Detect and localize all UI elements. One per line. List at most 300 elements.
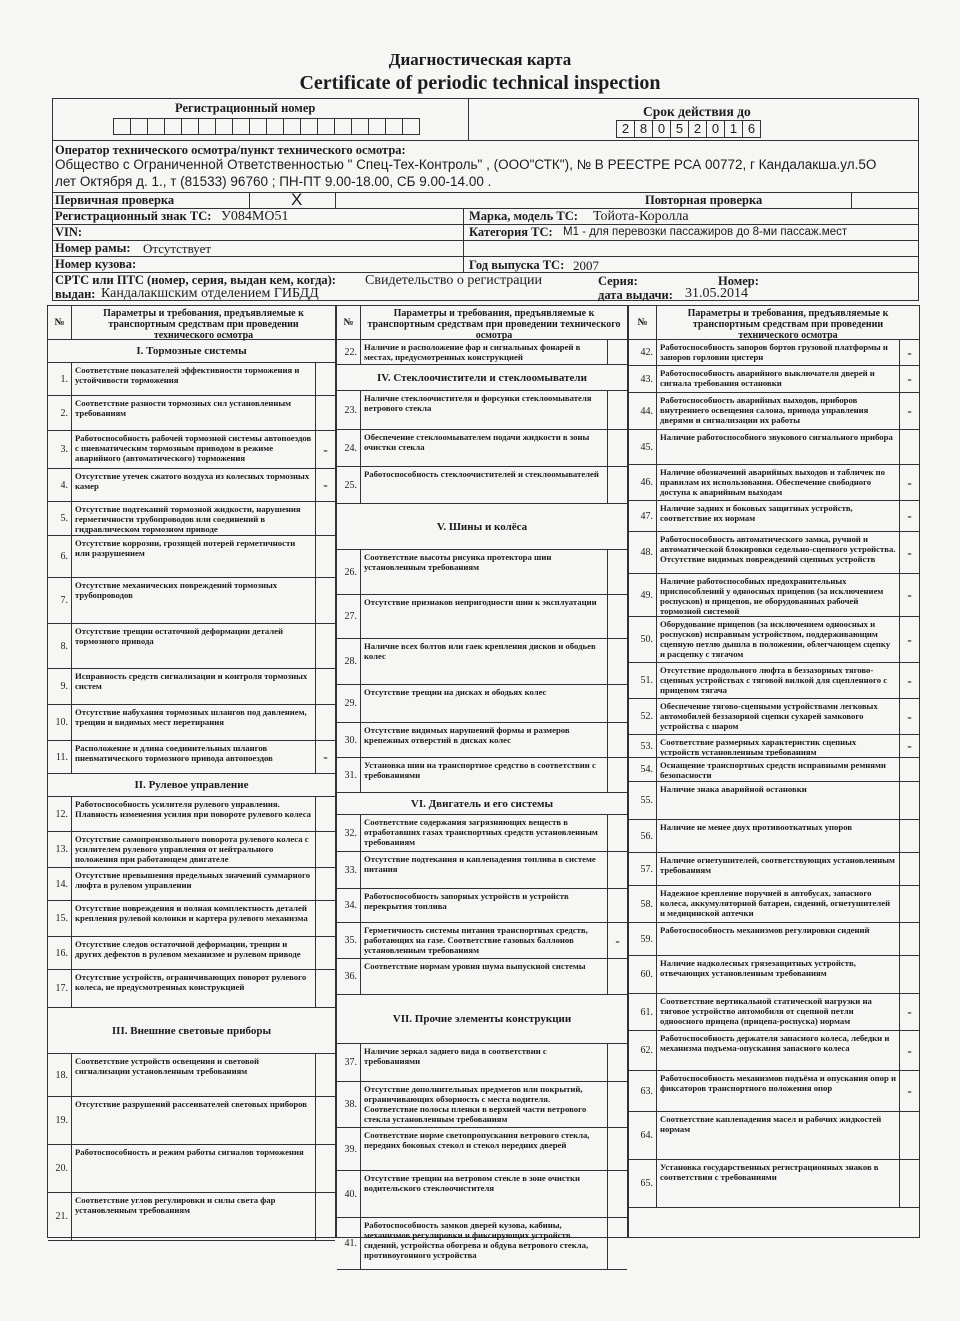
item-requirement: Отсутствие набухания тормозных шлангов под давлением, трещин и видимых мест перетирания xyxy=(75,707,307,727)
item-number: 5. xyxy=(48,502,72,535)
item-mark xyxy=(315,1193,335,1240)
item-number: 7. xyxy=(48,578,72,623)
item-mark xyxy=(899,782,919,819)
table-row xyxy=(629,923,919,956)
reg-number-cell xyxy=(300,118,318,135)
plate-value: У084МО51 xyxy=(221,209,289,224)
item-mark xyxy=(315,901,335,936)
item-requirement: Работоспособность механизмов регулировки сидений xyxy=(660,925,870,935)
reg-number-cell xyxy=(113,118,131,135)
item-mark xyxy=(315,797,335,831)
plate-row xyxy=(53,209,918,225)
reg-number-cell xyxy=(215,118,233,135)
table-row xyxy=(48,502,335,536)
table-row xyxy=(629,956,919,994)
reg-number-cell xyxy=(266,118,284,135)
srts-label: СРТС или ПТС (номер, серия, выдан кем, когда): xyxy=(55,273,336,287)
number-label: Номер: xyxy=(718,274,759,288)
table-row xyxy=(337,639,627,685)
item-mark xyxy=(607,723,627,757)
item-requirement: Отсутствие коррозии, грозящей потерей герметичности или разрушением xyxy=(75,538,296,558)
item-mark xyxy=(607,889,627,922)
item-mark xyxy=(315,396,335,430)
item-number: 45. xyxy=(629,430,657,464)
table-row xyxy=(48,1193,335,1241)
item-mark: - xyxy=(315,431,335,468)
table-row xyxy=(337,815,627,852)
table-row xyxy=(337,1044,627,1082)
item-requirement: Отсутствие следов остаточной деформации, трещин и других дефектов в рулевом механизме и рулевом приводе xyxy=(75,939,301,959)
operator-row xyxy=(53,141,918,193)
table-row xyxy=(337,550,627,595)
item-number: 42. xyxy=(629,340,657,365)
item-requirement: Наличие работоспособного звукового сигнального прибора xyxy=(660,432,893,442)
item-number: 26. xyxy=(337,550,361,594)
item-mark xyxy=(899,956,919,993)
table-row xyxy=(48,431,335,469)
item-number: 32. xyxy=(337,815,361,851)
item-mark xyxy=(315,705,335,740)
item-mark xyxy=(315,832,335,867)
item-mark xyxy=(607,595,627,638)
item-requirement: Наличие обозначений аварийных выходов и табличек по правилам их использования. Обеспечение свободного доступа к аварийным выходам xyxy=(660,467,886,497)
operator-label: Оператор технического осмотра/пункт технического осмотра: xyxy=(55,143,406,157)
item-requirement: Исправность средств сигнализации и контроля тормозных систем xyxy=(75,671,308,691)
table-row xyxy=(629,820,919,853)
item-requirement: Отсутствие устройств, ограничивающих поворот рулевого колеса, не предусмотренных конструкцией xyxy=(75,972,307,992)
item-number: 65. xyxy=(629,1160,657,1207)
reg-number-cell xyxy=(130,118,148,135)
item-mark: - xyxy=(899,699,919,734)
item-requirement: Отсутствие продольного люфта в беззазорных тягово-сцепных устройствах с тяговой вилкой для сцепленного с прицепом тягача xyxy=(660,665,888,695)
table-row xyxy=(337,1218,627,1270)
number-header: № xyxy=(48,306,72,340)
item-number: 15. xyxy=(48,901,72,936)
item-number: 50. xyxy=(629,617,657,662)
item-mark: - xyxy=(899,1031,919,1070)
table-row xyxy=(337,723,627,758)
table-row xyxy=(48,868,335,901)
item-mark xyxy=(607,1128,627,1170)
reg-number-cell xyxy=(385,118,403,135)
item-requirement: Работоспособность и режим работы сигналов торможения xyxy=(75,1147,304,1157)
item-requirement: Соответствие разности тормозных сил установленным требованиям xyxy=(75,398,292,418)
validity-digit: 5 xyxy=(670,120,689,138)
item-number: 33. xyxy=(337,852,361,888)
item-number: 2. xyxy=(48,396,72,430)
item-requirement: Отсутствие признаков непригодности шин к эксплуатации xyxy=(364,597,597,607)
issue-date-value: 31.05.2014 xyxy=(685,286,748,301)
item-number: 29. xyxy=(337,685,361,722)
table-row xyxy=(629,735,919,758)
make-label: Марка, модель ТС: xyxy=(469,209,578,223)
item-requirement: Наличие всех болтов или гаек крепления дисков и ободьев колес xyxy=(364,641,596,661)
item-mark xyxy=(315,1145,335,1192)
table-row xyxy=(48,624,335,669)
section-heading: VI. Двигатель и его системы xyxy=(337,793,627,815)
item-mark xyxy=(315,1097,335,1144)
reg-number-cell xyxy=(283,118,301,135)
primary-check-mark: X xyxy=(291,190,303,209)
item-requirement: Отсутствие трещин на ветровом стекле в зоне очистки водительского стеклоочистителя xyxy=(364,1173,581,1193)
item-requirement: Соответствие устройств освещения и световой сигнализации установленным требованиям xyxy=(75,1056,260,1076)
item-requirement: Обеспечение стеклоомывателем подачи жидкости в зоны очистки стекла xyxy=(364,432,590,452)
item-requirement: Установка шин на транспортное средство в соответствии с требованиями xyxy=(364,760,596,780)
item-requirement: Работоспособность замков дверей кузова, кабины, механизмов регулировки и фиксирующих устройств сидений, устройства обогрева и обдува ветрового стекла, противоугонного устройства xyxy=(364,1220,589,1260)
item-number: 25. xyxy=(337,467,361,503)
reg-number-cell xyxy=(181,118,199,135)
item-requirement: Соответствие норме светопропускания ветрового стекла, передних боковых стекол и стекол передних дверей xyxy=(364,1130,590,1150)
table-row xyxy=(629,853,919,886)
reg-number-cell xyxy=(232,118,250,135)
item-number: 58. xyxy=(629,886,657,922)
item-number: 14. xyxy=(48,868,72,900)
item-number: 54. xyxy=(629,758,657,781)
item-number: 41. xyxy=(337,1218,361,1269)
item-number: 30. xyxy=(337,723,361,757)
item-number: 35. xyxy=(337,923,361,958)
item-requirement: Наличие зеркал заднего вида в соответствии с требованиями xyxy=(364,1046,547,1066)
item-requirement: Наличие надколесных грязезащитных устройств, отвечающих установленным требованиям xyxy=(660,958,856,978)
item-number: 19. xyxy=(48,1097,72,1144)
item-mark: - xyxy=(899,1071,919,1111)
reg-number-cell xyxy=(147,118,165,135)
section-heading: I. Тормозные системы xyxy=(48,340,335,363)
item-mark: - xyxy=(315,469,335,501)
table-row xyxy=(629,532,919,574)
item-mark xyxy=(607,1044,627,1081)
item-number: 47. xyxy=(629,501,657,531)
item-requirement: Наличие не менее двух противооткатных упоров xyxy=(660,822,853,832)
item-number: 55. xyxy=(629,782,657,819)
item-mark xyxy=(315,363,335,395)
number-header: № xyxy=(629,306,657,340)
validity-digit: 2 xyxy=(688,120,707,138)
item-number: 56. xyxy=(629,820,657,852)
vin-row xyxy=(53,225,918,241)
reg-number-cells xyxy=(113,118,419,135)
issued-label: выдан: xyxy=(55,287,96,301)
table-row xyxy=(629,393,919,430)
issued-value: Кандалакшским отделением ГИБДД xyxy=(101,286,319,301)
table-row xyxy=(48,937,335,970)
item-mark xyxy=(607,550,627,594)
item-number: 23. xyxy=(337,391,361,429)
item-number: 24. xyxy=(337,430,361,466)
item-number: 22. xyxy=(337,340,361,364)
item-number: 21. xyxy=(48,1193,72,1240)
table-row xyxy=(48,705,335,741)
table-row xyxy=(48,536,335,578)
item-requirement: Отсутствие трещин остаточной деформации деталей тормозного привода xyxy=(75,626,283,646)
item-requirement: Работоспособность аварийных выходов, приборов внутреннего освещения салона, привода управления дверями и сигнализации их работы xyxy=(660,395,869,425)
item-mark: - xyxy=(899,735,919,757)
table-row xyxy=(629,1071,919,1112)
item-number: 51. xyxy=(629,663,657,698)
item-number: 53. xyxy=(629,735,657,757)
table-row xyxy=(337,340,627,365)
item-mark: - xyxy=(899,574,919,616)
table-row xyxy=(337,467,627,504)
item-number: 28. xyxy=(337,639,361,684)
item-mark xyxy=(315,536,335,577)
item-number: 59. xyxy=(629,923,657,955)
item-requirement: Соответствие показателей эффективности торможения и устойчивости торможения xyxy=(75,365,300,385)
item-number: 39. xyxy=(337,1128,361,1170)
table-row xyxy=(629,886,919,923)
item-number: 43. xyxy=(629,366,657,392)
column-header xyxy=(337,306,627,340)
item-mark xyxy=(607,1082,627,1127)
table-row xyxy=(48,832,335,868)
item-mark: - xyxy=(899,501,919,531)
reg-number-cell xyxy=(164,118,182,135)
validity-digit: 2 xyxy=(616,120,635,138)
item-requirement: Отсутствие превышения предельных значений суммарного люфта в рулевом управлении xyxy=(75,870,311,890)
series-label: Серия: xyxy=(598,274,638,288)
header-block xyxy=(52,98,919,301)
item-requirement: Отсутствие видимых нарушений формы и размеров крепежных отверстий в дисках колес xyxy=(364,725,570,745)
item-mark: - xyxy=(899,617,919,662)
check-type-row xyxy=(53,190,918,209)
item-number: 49. xyxy=(629,574,657,616)
item-requirement: Работоспособность рабочей тормозной системы автопоездов с пневматическим тормозным приводом в режиме аварийного (автоматического) торможения xyxy=(75,433,312,463)
parameter-header: Параметры и требования, предъявляемые к транспортным средствам при проведении технического осмотра xyxy=(103,308,304,341)
table-row xyxy=(48,741,335,774)
item-number: 36. xyxy=(337,959,361,994)
item-requirement: Отсутствие подтеканий тормозной жидкости, нарушения герметичности трубопроводов или соединений в гидравлическом тормозном приводе xyxy=(75,504,301,534)
reg-row xyxy=(53,99,918,141)
item-mark: - xyxy=(899,393,919,429)
item-requirement: Работоспособность аварийного выключателя дверей и сигнала требования остановки xyxy=(660,368,875,388)
section-heading: VII. Прочие элементы конструкции xyxy=(337,995,627,1044)
item-number: 18. xyxy=(48,1054,72,1096)
item-mark: - xyxy=(899,532,919,573)
item-requirement: Наличие знака аварийной остановки xyxy=(660,784,807,794)
item-number: 61. xyxy=(629,994,657,1030)
table-row xyxy=(629,340,919,366)
category-value: М1 - для перевозки пассажиров до 8-ми пассаж.мест xyxy=(563,226,848,238)
operator-line-2: лет Октября д. 1., т (81533) 96760 ; ПН-ПТ 9.00-18.00, СБ 9.00-14.00 . xyxy=(55,174,492,189)
item-requirement: Работоспособность держателя запасного колеса, лебедки и механизма подъема-опускания запасного колеса xyxy=(660,1033,890,1053)
item-mark xyxy=(607,685,627,722)
item-requirement: Отсутствие дополнительных предметов или покрытий, ограничивающих обзорность с места водителя. Соответствие полосы пленки в верхней части ветрового стекла установленным требованиям xyxy=(364,1084,587,1124)
item-number: 4. xyxy=(48,469,72,501)
item-number: 44. xyxy=(629,393,657,429)
item-mark xyxy=(899,853,919,885)
table-row xyxy=(629,465,919,501)
item-number: 38. xyxy=(337,1082,361,1127)
table-row xyxy=(48,363,335,396)
item-mark xyxy=(899,430,919,464)
item-mark xyxy=(607,639,627,684)
item-number: 17. xyxy=(48,970,72,1007)
reg-number-cell xyxy=(317,118,335,135)
table-row xyxy=(337,391,627,430)
item-requirement: Наличие огнетушителей, соответствующих установленным требованиям xyxy=(660,855,895,875)
item-requirement: Отсутствие подтекания и каплепадения топлива в системе питания xyxy=(364,854,596,874)
table-row xyxy=(337,758,627,793)
year-value: 2007 xyxy=(573,258,599,273)
table-row xyxy=(48,1145,335,1193)
table-row xyxy=(629,501,919,532)
item-requirement: Работоспособность стеклоочистителей и стеклоомывателей xyxy=(364,469,599,479)
table-row xyxy=(337,685,627,723)
item-mark xyxy=(607,1218,627,1269)
srts-value: Свидетельство о регистрации xyxy=(365,273,542,288)
reg-number-cell xyxy=(334,118,352,135)
table-row xyxy=(48,396,335,431)
table-row xyxy=(629,574,919,617)
body-row xyxy=(53,257,918,273)
table-row xyxy=(337,1128,627,1171)
item-requirement: Наличие стеклоочистителя и форсунки стеклоомывателя ветрового стекла xyxy=(364,393,592,413)
table-row xyxy=(48,901,335,937)
item-requirement: Соответствие содержания загрязняющих веществ в отработавших газах транспортных средств установленным требованиям xyxy=(364,817,598,847)
item-requirement: Наличие работоспособных предохранительных приспособлений у одноосных прицепов (за исключением роспусков) и прицепов, не оборудованных рабочей тормозной системой xyxy=(660,576,884,615)
item-mark xyxy=(607,467,627,503)
item-mark xyxy=(315,868,335,900)
item-mark xyxy=(607,959,627,994)
item-requirement: Соответствие углов регулировки и силы света фар установленным требованиям xyxy=(75,1195,276,1215)
validity-digit: 6 xyxy=(742,120,761,138)
year-label: Год выпуска ТС: xyxy=(469,258,565,272)
item-requirement: Надежное крепление поручней в автобусах, запасного колеса, аккумуляторной батареи, сидений, огнетушителей и медицинской аптечки xyxy=(660,888,891,918)
item-requirement: Наличие задних и боковых защитных устройств, соответствие их нормам xyxy=(660,503,853,523)
table-row xyxy=(629,430,919,465)
number-header: № xyxy=(337,306,361,340)
table-row xyxy=(629,663,919,699)
reg-number-cell xyxy=(198,118,216,135)
category-label: Категория ТС: xyxy=(469,225,553,239)
item-number: 3. xyxy=(48,431,72,468)
item-mark xyxy=(607,1171,627,1217)
repeat-check-label: Повторная проверка xyxy=(645,193,763,207)
table-row xyxy=(337,923,627,959)
item-mark xyxy=(315,578,335,623)
section-heading: II. Рулевое управление xyxy=(48,774,335,797)
title-ru: Диагностическая карта xyxy=(388,50,572,69)
item-requirement: Работоспособность запорных устройств и устройств перекрытия топлива xyxy=(364,891,569,911)
item-mark: - xyxy=(899,366,919,392)
table-column-3 xyxy=(628,305,920,1238)
item-mark xyxy=(899,820,919,852)
parameter-header: Параметры и требования, предъявляемые к транспортным средствам при проведении технического осмотра xyxy=(367,308,621,341)
table-row xyxy=(337,1082,627,1128)
item-number: 63. xyxy=(629,1071,657,1111)
make-value: Тойота-Королла xyxy=(593,209,689,224)
parameter-header: Параметры и требования, предъявляемые к транспортным средствам при проведении технического осмотра xyxy=(687,308,889,341)
validity-label: Срок действия до xyxy=(643,104,751,119)
item-mark xyxy=(899,1112,919,1159)
table-column-1 xyxy=(47,305,336,1238)
item-mark xyxy=(315,669,335,704)
table-row xyxy=(629,758,919,782)
table-row xyxy=(629,699,919,735)
validity-digit: 8 xyxy=(634,120,653,138)
item-number: 40. xyxy=(337,1171,361,1217)
plate-label: Регистрационный знак ТС: xyxy=(55,209,212,223)
item-number: 16. xyxy=(48,937,72,969)
operator-line-1: Общество с Ограниченной Ответственностью " Спец-Тех-Контроль" , (ООО"СТК"), № В РЕЕСТРЕ РСА 00772, г Кандалакша.ул.5О xyxy=(55,157,877,172)
item-mark xyxy=(315,937,335,969)
item-number: 31. xyxy=(337,758,361,792)
item-requirement: Установка государственных регистрационных знаков в соответствии с требованиями xyxy=(660,1162,879,1182)
validity-digit: 0 xyxy=(652,120,671,138)
item-number: 27. xyxy=(337,595,361,638)
item-mark xyxy=(315,970,335,1007)
table-column-2 xyxy=(336,305,628,1260)
table-row xyxy=(48,1097,335,1145)
item-number: 11. xyxy=(48,741,72,773)
item-mark xyxy=(899,886,919,922)
item-mark xyxy=(607,391,627,429)
frame-label: Номер рамы: xyxy=(55,241,131,255)
item-requirement: Обеспечение тягово-сцепными устройствами легковых автомобилей беззазорной сцепки сухарей замкового устройства с шаром xyxy=(660,701,878,731)
item-mark xyxy=(899,758,919,781)
item-mark: - xyxy=(899,994,919,1030)
item-requirement: Отсутствие разрушений рассеивателей световых приборов xyxy=(75,1099,307,1109)
table-row xyxy=(337,595,627,639)
reg-number-cell xyxy=(368,118,386,135)
table-row xyxy=(629,782,919,820)
item-requirement: Расположение и длина соединительных шлангов пневматического тормозного привода автопоездов xyxy=(75,743,273,763)
item-mark xyxy=(899,1160,919,1207)
item-mark xyxy=(607,758,627,792)
item-number: 52. xyxy=(629,699,657,734)
table-row xyxy=(629,617,919,663)
validity-digit: 0 xyxy=(706,120,725,138)
item-requirement: Отсутствие утечек сжатого воздуха из колесных тормозных камер xyxy=(75,471,310,491)
item-number: 64. xyxy=(629,1112,657,1159)
item-mark xyxy=(607,430,627,466)
item-requirement: Соответствие высоты рисунка протектора шин установленным требованиям xyxy=(364,552,552,572)
table-row xyxy=(629,1031,919,1071)
item-number: 1. xyxy=(48,363,72,395)
item-requirement: Работоспособность автоматического замка, ручной и автоматической блокировки седельно-сцепного устройства. Отсутствие видимых повреждений сцепных устройств xyxy=(660,534,896,564)
item-number: 46. xyxy=(629,465,657,500)
column-header xyxy=(629,306,919,340)
body-label: Номер кузова: xyxy=(55,257,137,271)
issue-date-label: дата выдачи: xyxy=(598,288,673,302)
item-requirement: Работоспособность запоров бортов грузовой платформы и запоров горловин цистерн xyxy=(660,342,888,362)
item-number: 37. xyxy=(337,1044,361,1081)
item-number: 6. xyxy=(48,536,72,577)
table-row xyxy=(48,669,335,705)
table-row xyxy=(337,852,627,889)
item-mark: - xyxy=(899,340,919,365)
frame-value: Отсутствует xyxy=(143,241,212,256)
table-row xyxy=(337,430,627,467)
validity-date-cells xyxy=(616,120,760,138)
item-requirement: Отсутствие самопроизвольного поворота рулевого колеса с усилителем рулевого управления от нейтрального положения при работающем двигателе xyxy=(75,834,309,864)
section-heading: V. Шины и колёса xyxy=(337,504,627,550)
item-requirement: Соответствие вертикальной статической нагрузки на тяговое устройство автомобиля от сцепной петли одноосного прицепа (прицепа-роспуска) нормам xyxy=(660,996,872,1026)
item-number: 8. xyxy=(48,624,72,668)
item-number: 34. xyxy=(337,889,361,922)
item-requirement: Соответствие каплепадения масел и рабочих жидкостей нормам xyxy=(660,1114,882,1134)
item-mark: - xyxy=(899,663,919,698)
table-row xyxy=(48,970,335,1008)
table-row xyxy=(629,366,919,393)
section-heading: IV. Стеклоочистители и стеклоомыватели xyxy=(337,365,627,391)
title-en: Certificate of periodic technical inspection xyxy=(299,72,661,94)
frame-row xyxy=(53,241,918,257)
table-row xyxy=(337,959,627,995)
inspection-table xyxy=(47,305,920,1260)
item-mark xyxy=(315,1054,335,1096)
item-number: 9. xyxy=(48,669,72,704)
